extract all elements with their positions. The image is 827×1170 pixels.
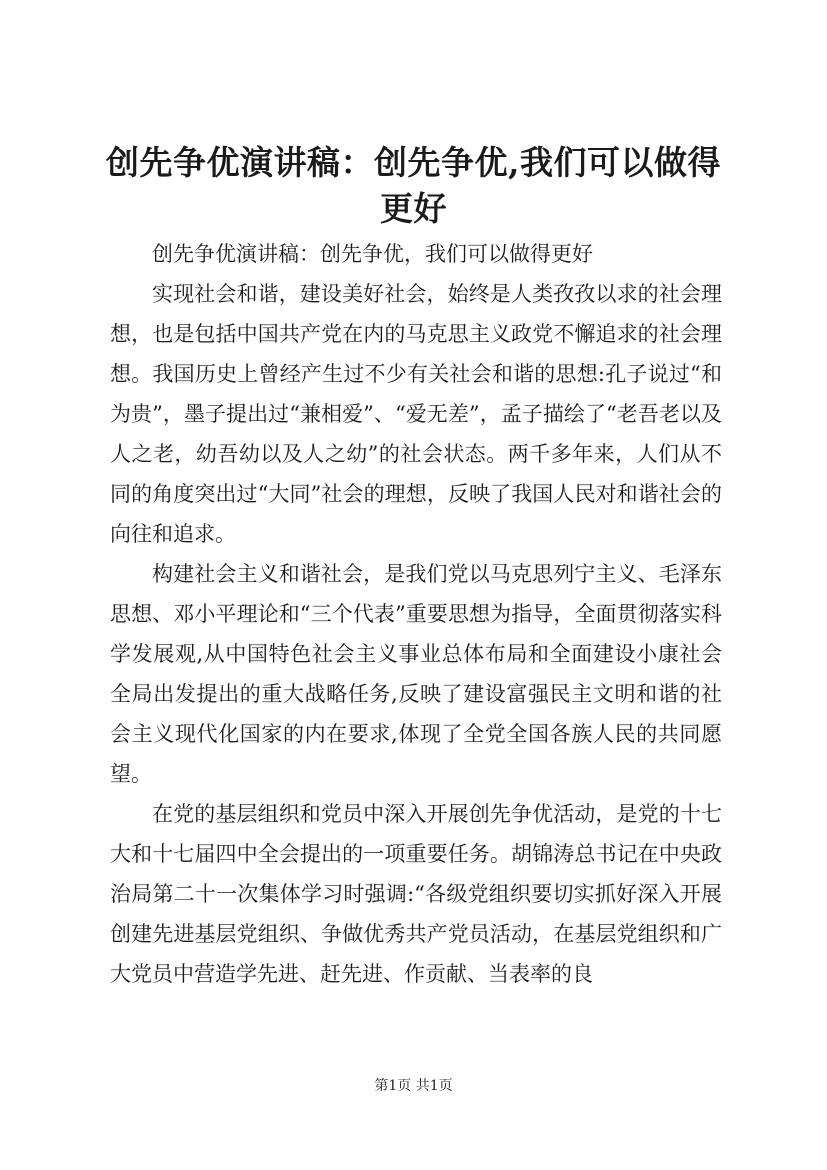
document-body xyxy=(110,234,722,994)
paragraph-2: 构建社会主义和谐社会，是我们党以马克思列宁主义、毛泽东思想、邓小平理论和“三个代表”重要思想为指导，全面贯彻落实科学发展观,从中国特色社会主义事业总体布局和全面建设小康社会全局出发提出的重大战略任务,反映了建设富强民主文明和谐的社会主义现代化国家的内在要求,体现了全党全国各族人民的共同愿望。 xyxy=(110,562,722,786)
document-title: 创先争优演讲稿：创先争优,我们可以做得更好 xyxy=(106,143,721,228)
page-footer: 第1页 共1页 xyxy=(374,1078,453,1094)
paragraph-3: 在党的基层组织和党员中深入开展创先争优活动，是党的十七大和十七届四中全会提出的一项重要任务。胡锦涛总书记在中央政治局第二十一次集体学习时强调:“各级党组织要切实抓好深入开展创建先进基层党组织、争做优秀共产党员活动，在基层党组织和广大党员中营造学先进、赶先进、作贡献、当表率的良 xyxy=(110,802,722,986)
paragraph-1: 实现社会和谐，建设美好社会，始终是人类孜孜以求的社会理想，也是包括中国共产党在内的马克思主义政党不懈追求的社会理想。我国历史上曾经产生过不少有关社会和谐的思想:孔子说过“和为贵”，墨子提出过“兼相爱”、“爱无差”，孟子描绘了“老吾老以及人之老，幼吾幼以及人之幼”的社会状态。两千多年来，人们从不同的角度突出过“大同”社会的理想，反映了我国人民对和谐社会的向往和追求。 xyxy=(110,282,722,546)
paragraph-subtitle: 创先争优演讲稿：创先争优，我们可以做得更好 xyxy=(152,242,593,266)
